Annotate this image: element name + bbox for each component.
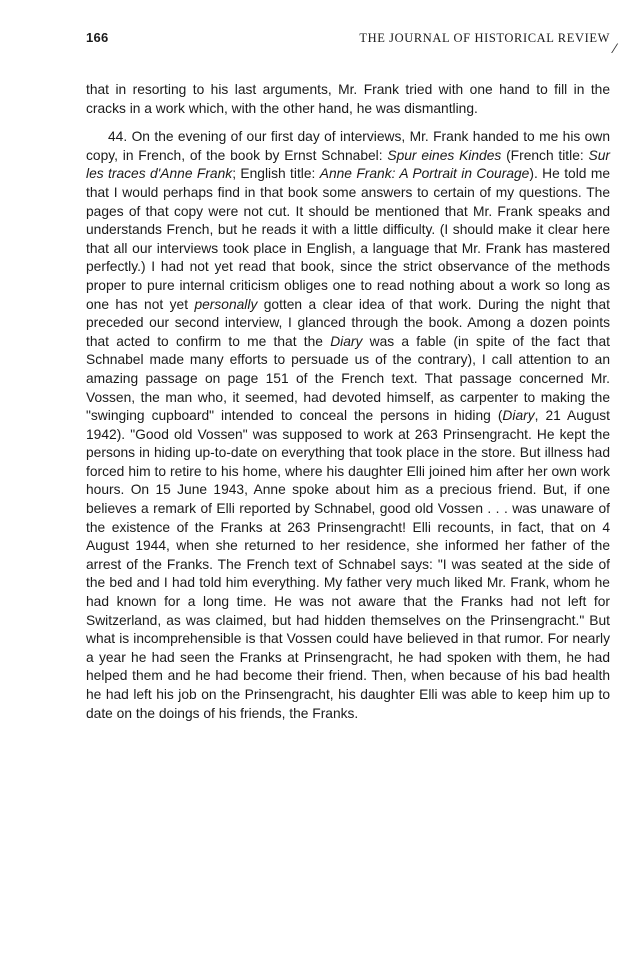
text-segment: 44. On the evening of our first day of interviews, Mr. Frank handed to me his own copy, in French, of the book by Ernst Schnabel: (86, 129, 610, 163)
italic-title-segment: Diary (330, 333, 363, 349)
text-segment: ; English title: (232, 166, 320, 182)
paragraph-44 (86, 128, 610, 723)
italic-title-segment: Spur eines Kindes (387, 147, 502, 163)
paragraph-continued: that in resorting to his last arguments, Mr. Frank tried with one hand to fill in the cracks in a work which, with the other hand, he was dismantling. (86, 82, 610, 116)
stray-mark: ⁄ (614, 40, 617, 56)
italic-title-segment: personally (194, 296, 258, 312)
italic-title-segment: Sur les traces d'Anne Frank (86, 147, 610, 182)
italic-title-segment: Diary (502, 408, 535, 424)
text-segment: was a fable (in spite of the fact that Schnabel made many efforts to persuade us of the contrary), I call attention to an amazing passage on page 151 of the French text. That passage concerned Mr. Vossen, the man who, it seemed, had devoted himself, as carpenter to making the "swinging cupboard" intended to conceal the persons in hiding ( (86, 333, 610, 424)
text-segment: ). He told me that I would perhaps find in that book some answers to certain of my questions. The pages of that copy were not cut. It should be mentioned that Mr. Frank speaks and understands French, but he reads it with a little difficulty. (I should make it clear here that all our interviews took place in English, a language that Mr. Frank has mastered perfectly.) I had not yet read that book, since the strict observance of the methods proper to pure internal criticism obliges one to read nothing about a work so long as one has not yet (86, 166, 610, 312)
article-body (86, 81, 610, 723)
text-segment: gotten a clear idea of that work. During the night that preceded our second interview, I glanced through the book. Among a dozen points that acted to confirm to me that the (86, 296, 610, 349)
journal-title: THE JOURNAL OF HISTORICAL REVIEW (359, 31, 610, 45)
text-segment: (French title: (501, 147, 589, 163)
page-number: 166 (86, 30, 109, 45)
text-segment: , 21 August 1942). "Good old Vossen" was supposed to work at 263 Prinsengracht. He kept the persons in hiding up-to-date on everything that took place in the store. But illness had forced him to retire to his home, where his daughter Elli joined him after her own work hours. On 15 June 1943, Anne spoke about him as a precious friend. But, if one believes a remark of Elli reported by Schnabel, good old Vossen . . . was unaware of the existence of the Franks at 263 Prinsengracht! Elli recounts, in fact, that on 4 August 1944, when she returned to her residence, she informed her father of the arrest of the Franks. The French text of Schnabel says: "I was seated at the side of the bed and I had told him everything. My father very much liked Mr. Frank, whom he had known for a long time. He was not aware that the Franks had not left for Switzerland, as was claimed, but had hidden themselves on the Prinsengracht." But what is incomprehensible is that Vossen could have believed in that rumor. For nearly a year he had seen the Franks at Prinsengracht, he had spoken with them, he had helped them and he had become their friend. Then, when because of his bad health he had left his job on the Prinsengracht, his daughter Elli was able to keep him up to date on the doings of his friends, the Franks. (86, 408, 610, 721)
italic-title-segment: Anne Frank: A Portrait in Courage (319, 166, 530, 182)
running-header (86, 30, 610, 50)
